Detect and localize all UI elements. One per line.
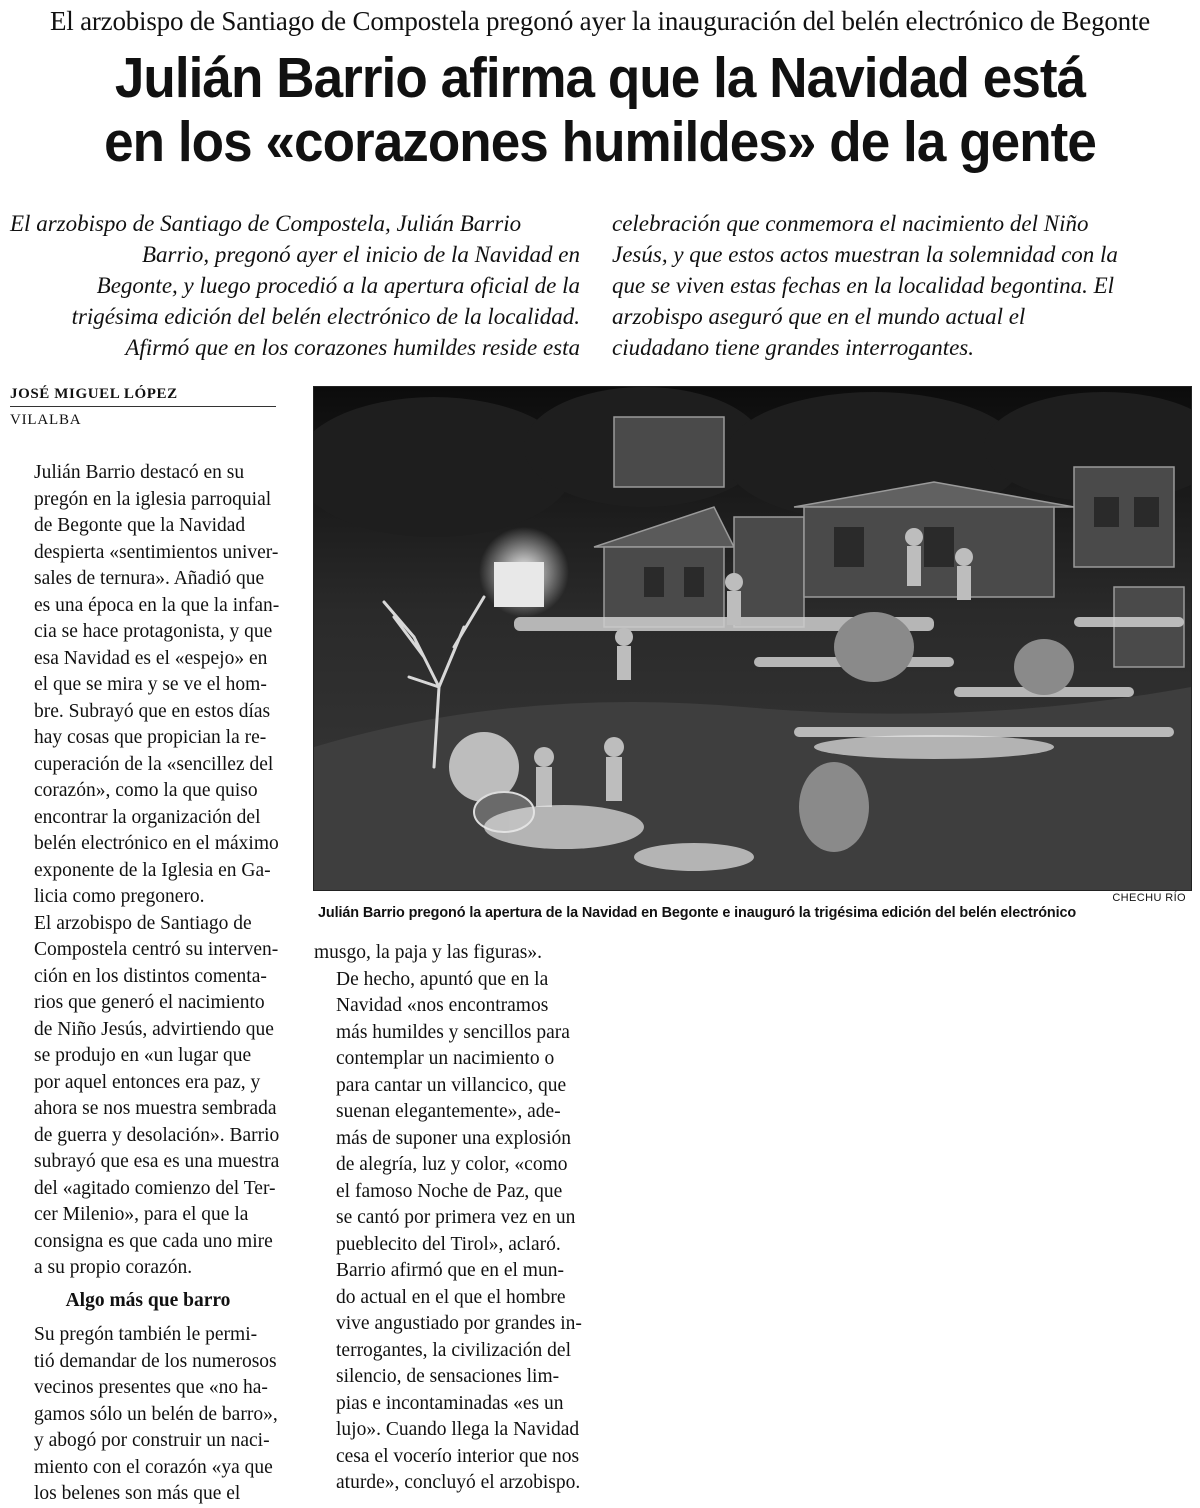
text-line: pias e incontaminadas «es un [336, 1392, 564, 1414]
article-headline [42, 46, 1158, 174]
text-line: pregón en la iglesia parroquial [34, 488, 272, 510]
text-line: tió demandar de los numerosos [34, 1350, 277, 1372]
author-byline: JOSÉ MIGUEL LÓPEZ [10, 386, 276, 407]
text-line: De hecho, apuntó que en la [336, 968, 549, 990]
text-line: Navidad «nos encontramos [336, 995, 549, 1016]
text-line: esa Navidad es el «espejo» en [34, 647, 268, 669]
text-line: belén electrónico en el máximo [34, 833, 279, 854]
text-line: ahora se nos muestra sembrada [34, 1098, 277, 1119]
text-line: subrayó que esa es una muestra [34, 1151, 280, 1172]
text-line: encontrar la organización del [34, 806, 261, 828]
text-line: de guerra y desolación». Barrio [34, 1124, 280, 1146]
text-line: corazón», como la que quiso [34, 780, 258, 801]
lead-paragraph-right [612, 208, 1197, 363]
text-line: más humildes y sencillos para [336, 1021, 570, 1043]
text-line: suenan elegantemente», ade- [336, 1101, 561, 1122]
text-line: de Begonte que la Navidad [34, 515, 246, 536]
body-paragraph [12, 1322, 284, 1508]
lead-line: arzobispo aseguró que en el mundo actual el [612, 304, 1026, 329]
text-line: cesa el vocerío interior que nos [336, 1445, 580, 1467]
headline-line: Julián Barrio afirma que la Navidad está [114, 46, 1086, 110]
text-line: rios que generó el nacimiento [34, 992, 265, 1013]
text-line: Su pregón también le permi- [34, 1324, 258, 1345]
text-line: exponente de la Iglesia en Ga- [34, 859, 271, 881]
text-line: ción en los distintos comenta- [34, 965, 267, 987]
body-column-2 [314, 940, 586, 1497]
lead-line: Begonte, y luego procedió a la apertura oficial de la [96, 273, 580, 298]
lead-paragraph-left [10, 208, 580, 363]
body-column-1 [12, 460, 284, 1508]
text-line: silencio, de sensaciones lim- [336, 1366, 560, 1387]
lead-line: trigésima edición del belén electrónico de la localidad. [71, 304, 580, 329]
lead-line: Barrio, pregonó ayer el inicio de la Navidad en [142, 242, 580, 267]
text-line: hay cosas que propician la re- [34, 727, 267, 748]
text-line: vive angustiado por grandes in- [336, 1313, 582, 1334]
nativity-scene-image [314, 387, 1191, 890]
text-line: más de suponer una explosión [336, 1127, 572, 1149]
text-line: y abogó por construir un naci- [34, 1430, 270, 1451]
text-line: Julián Barrio destacó en su [34, 462, 245, 483]
text-line: Compostela centró su interven- [34, 939, 279, 960]
text-line: de alegría, luz y color, «como [336, 1154, 568, 1175]
text-line: de Niño Jesús, advirtiendo que [34, 1018, 274, 1040]
text-line: cer Milenio», para el que la [34, 1204, 249, 1225]
text-line: do actual en el que el hombre [336, 1286, 566, 1308]
lead-line: que se viven estas fechas en la localidad begontina. El [612, 273, 1115, 298]
lead-line: ciudadano tiene grandes interrogantes. [612, 335, 974, 360]
text-line: Barrio afirmó que en el mun- [336, 1260, 564, 1281]
text-line: a su propio corazón. [34, 1257, 193, 1278]
text-line: el famoso Noche de Paz, que [336, 1180, 563, 1202]
text-line: gamos sólo un belén de barro», [34, 1403, 278, 1425]
text-line: bre. Subrayó que en estos días [34, 700, 271, 722]
text-line: los belenes son más que el [34, 1483, 241, 1504]
dateline: VILALBA [10, 412, 82, 428]
text-line: cia se hace protagonista, y que [34, 621, 273, 642]
text-line: por aquel entonces era paz, y [34, 1071, 261, 1093]
body-paragraph [314, 940, 586, 967]
text-line: musgo, la paja y las figuras». [314, 942, 542, 963]
text-line: terrogantes, la civilización del [336, 1339, 571, 1361]
text-line: miento con el corazón «ya que [34, 1456, 273, 1478]
text-line: contemplar un nacimiento o [336, 1048, 555, 1069]
text-line: se cantó por primera vez en un [336, 1207, 576, 1228]
photo-caption: Julián Barrio pregonó la apertura de la Navidad en Begonte e inauguró la trigésima edición del belén electrónico [318, 905, 1077, 921]
text-line: el que se mira y se ve el hom- [34, 674, 267, 695]
text-line: aturde», concluyó el arzobispo. [336, 1472, 581, 1493]
text-line: del «agitado comienzo del Ter- [34, 1177, 276, 1199]
text-line: cuperación de la «sencillez del [34, 753, 274, 775]
text-line: pueblecito del Tirol», aclaró. [336, 1233, 561, 1255]
text-line: licia como pregonero. [34, 886, 205, 907]
body-paragraph [12, 911, 284, 1282]
body-paragraph [12, 460, 284, 911]
section-subhead: Algo más que barro [65, 1289, 231, 1311]
text-line: despierta «sentimientos univer- [34, 541, 279, 563]
body-paragraph [314, 967, 586, 1259]
lead-line: Jesús, y que estos actos muestran la solemnidad con la [612, 242, 1118, 267]
body-paragraph [314, 1258, 586, 1497]
headline-line: en los «corazones humildes» de la gente [104, 110, 1096, 174]
lead-line: Afirmó que en los corazones humildes reside esta [125, 335, 580, 360]
text-line: vecinos presentes que «no ha- [34, 1377, 268, 1398]
text-line: sales de ternura». Añadió que [34, 568, 265, 589]
nativity-scene-photo [313, 386, 1192, 891]
lead-line: celebración que conmemora el nacimiento del Niño [612, 211, 1089, 236]
text-line: para cantar un villancico, que [336, 1074, 567, 1096]
text-line: El arzobispo de Santiago de [34, 912, 252, 934]
photo-credit: CHECHU RÍO [1112, 892, 1186, 904]
text-line: consigna es que cada uno mire [34, 1230, 273, 1252]
text-line: lujo». Cuando llega la Navidad [336, 1419, 580, 1440]
text-line: es una época en la que la infan- [34, 594, 280, 616]
text-line: se produjo en «un lugar que [34, 1045, 252, 1066]
lead-line: El arzobispo de Santiago de Compostela, Julián Barrio [10, 211, 522, 236]
article-kicker: El arzobispo de Santiago de Compostela pregonó ayer la inauguración del belén electrónico de Begonte [49, 6, 1151, 36]
